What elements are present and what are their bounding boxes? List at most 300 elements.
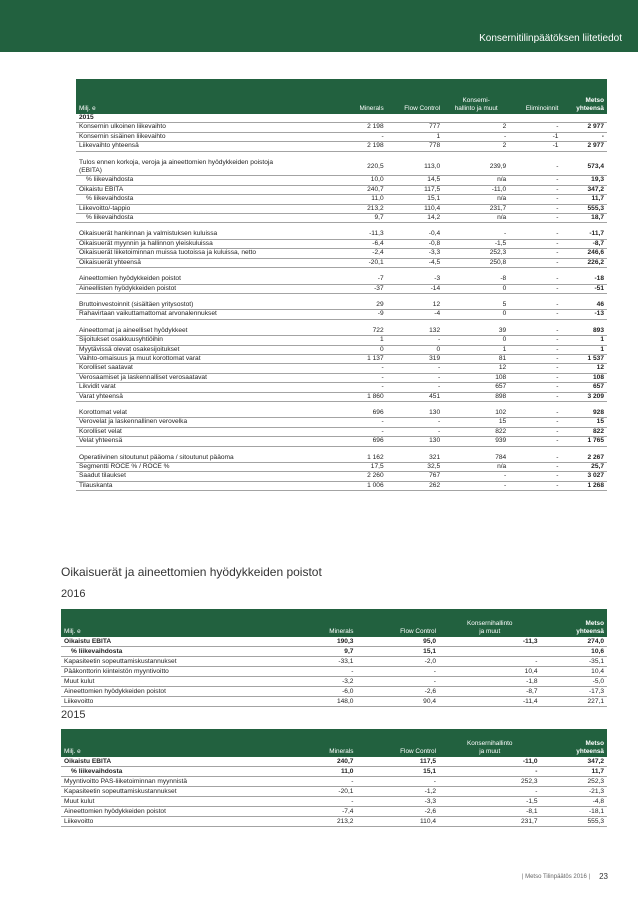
cell-value: 10,4 xyxy=(541,667,608,677)
cell-value: 555,3 xyxy=(561,204,607,213)
cell-value: -4,5 xyxy=(387,258,444,267)
row-label: Muut kulut xyxy=(61,677,297,687)
table-row xyxy=(76,327,607,336)
table-row xyxy=(76,159,607,176)
cell-value: -33,1 xyxy=(297,657,356,667)
row-label: Oikaisuerät yhteensä xyxy=(76,258,346,267)
row-label: % liikevaihdosta xyxy=(76,176,346,185)
cell-value: - xyxy=(509,472,561,481)
table-row xyxy=(76,310,607,319)
cell-value: - xyxy=(509,392,561,401)
col-header-unit: Milj. e xyxy=(64,627,81,635)
cell-value: - xyxy=(509,230,561,239)
cell-value: 0 xyxy=(443,336,509,345)
cell-value: - xyxy=(509,345,561,354)
cell-value: - xyxy=(509,214,561,223)
cell-value: 696 xyxy=(346,437,387,446)
cell-value: 130 xyxy=(387,409,444,418)
adjustments-table-2016 xyxy=(61,609,607,707)
cell-value: - xyxy=(509,364,561,373)
row-label: Oikaisuerät hankinnan ja valmistuksen kuluissa xyxy=(76,230,346,239)
cell-value: 25,7 xyxy=(561,463,607,472)
table-row xyxy=(76,418,607,427)
row-label: Aineettomien hyödykkeiden poistot xyxy=(61,687,297,697)
table-header xyxy=(61,729,607,757)
row-label: Konsernin sisäinen liikevaihto xyxy=(76,132,346,141)
cell-value: -1,8 xyxy=(439,677,541,687)
table-row xyxy=(61,687,607,697)
cell-value: - xyxy=(509,159,561,176)
cell-value: n/a xyxy=(443,214,509,223)
cell-value: 319 xyxy=(387,354,444,363)
cell-value: -2,4 xyxy=(346,249,387,258)
row-label: Verosaamiset ja laskennalliset verosaatavat xyxy=(76,373,346,382)
table-row xyxy=(76,409,607,418)
cell-value: - xyxy=(509,185,561,194)
cell-value: 1 xyxy=(561,345,607,354)
cell-value: 5 xyxy=(443,301,509,310)
row-label: Oikaistu EBITA xyxy=(76,185,346,194)
cell-value: -6,4 xyxy=(346,239,387,248)
cell-value: - xyxy=(509,336,561,345)
row-label: % liikevaihdosta xyxy=(61,647,297,657)
cell-value: 2 198 xyxy=(346,123,387,132)
col-header-minerals: Minerals xyxy=(359,104,384,112)
cell-value: 11,0 xyxy=(297,767,356,777)
spacer-row xyxy=(76,223,607,231)
cell-value: 227,1 xyxy=(541,697,608,707)
cell-value: - xyxy=(509,409,561,418)
table-row xyxy=(61,797,607,807)
cell-value: 928 xyxy=(561,409,607,418)
cell-value: 46 xyxy=(561,301,607,310)
cell-value: 252,3 xyxy=(541,777,608,787)
cell-value: 252,3 xyxy=(439,777,541,787)
row-label: Konsernin ulkoinen liikevaihto xyxy=(76,123,346,132)
cell-value: 451 xyxy=(387,392,444,401)
footer-text: | Metso Tilinpäätös 2016 | xyxy=(521,874,590,880)
cell-value: 1 162 xyxy=(346,454,387,463)
row-label: Oikaisuerät liiketoiminnan muissa tuotoissa ja kuluissa, netto xyxy=(76,249,346,258)
cell-value: 9,7 xyxy=(346,214,387,223)
cell-value: 14,2 xyxy=(387,214,444,223)
spacer-row xyxy=(76,319,607,327)
row-label: Liikevoitto/-tappio xyxy=(76,204,346,213)
cell-value: 1 006 xyxy=(346,481,387,490)
row-label: Aineettomat ja aineelliset hyödykkeet xyxy=(76,327,346,336)
cell-value: - xyxy=(509,454,561,463)
table-row xyxy=(76,354,607,363)
cell-value: 246,6 xyxy=(561,249,607,258)
table-row xyxy=(61,787,607,797)
cell-value: -7 xyxy=(346,275,387,284)
cell-value: 722 xyxy=(346,327,387,336)
spacer-row xyxy=(76,401,607,409)
cell-value: 226,2 xyxy=(561,258,607,267)
cell-value: -37 xyxy=(346,284,387,293)
cell-value: 347,2 xyxy=(541,757,608,767)
table-row xyxy=(76,284,607,293)
table-row xyxy=(76,383,607,392)
row-label: Verovelat ja laskennallinen verovelka xyxy=(76,418,346,427)
col-header-flow-control: Flow Control xyxy=(400,627,436,635)
col-header-total: Metso yhteensä xyxy=(576,97,604,112)
table-row xyxy=(61,697,607,707)
row-label: Bruttoinvestoinnit (sisältäen yritysostot) xyxy=(76,301,346,310)
cell-value: 347,2 xyxy=(561,185,607,194)
cell-value: - xyxy=(509,373,561,382)
cell-value: 2 260 xyxy=(346,472,387,481)
cell-value: - xyxy=(443,472,509,481)
cell-value: 15 xyxy=(561,418,607,427)
cell-value: - xyxy=(356,777,439,787)
cell-value: - xyxy=(509,249,561,258)
cell-value: 11,7 xyxy=(541,767,608,777)
cell-value: -20,1 xyxy=(346,258,387,267)
cell-value: - xyxy=(509,239,561,248)
cell-value: -1,2 xyxy=(356,787,439,797)
cell-value: 822 xyxy=(443,427,509,436)
cell-value: - xyxy=(509,437,561,446)
cell-value: -11,3 xyxy=(439,637,541,647)
cell-value: 1 xyxy=(561,336,607,345)
cell-value: 110,4 xyxy=(387,204,444,213)
cell-value: - xyxy=(509,204,561,213)
cell-value: 10,6 xyxy=(541,647,608,657)
col-header-total: Metso yhteensä xyxy=(576,620,604,635)
row-label: % liikevaihdosta xyxy=(61,767,297,777)
table-row xyxy=(76,345,607,354)
cell-value: - xyxy=(387,336,444,345)
page-title: Konsernitilinpäätöksen liitetiedot xyxy=(479,33,622,44)
table-row xyxy=(61,817,607,827)
cell-value: 11,7 xyxy=(561,195,607,204)
table-row xyxy=(76,301,607,310)
cell-value: -1,5 xyxy=(439,797,541,807)
year-heading-2015: 2015 xyxy=(61,709,86,721)
cell-value: - xyxy=(509,195,561,204)
cell-value: 0 xyxy=(387,345,444,354)
cell-value: 19,3 xyxy=(561,176,607,185)
cell-value: - xyxy=(387,383,444,392)
cell-value: 822 xyxy=(561,427,607,436)
cell-value: -3,3 xyxy=(356,797,439,807)
row-label: Muut kulut xyxy=(61,797,297,807)
cell-value: - xyxy=(509,463,561,472)
cell-value: 117,5 xyxy=(387,185,444,194)
cell-value: 0 xyxy=(443,310,509,319)
col-header-total: Metso yhteensä xyxy=(576,740,604,755)
cell-value: 262 xyxy=(387,481,444,490)
cell-value: 1 xyxy=(346,336,387,345)
row-label: Oikaistu EBITA xyxy=(61,637,297,647)
section-title: Oikaisuerät ja aineettomien hyödykkeiden poistot xyxy=(61,565,322,579)
cell-value: 893 xyxy=(561,327,607,336)
table-row xyxy=(76,195,607,204)
row-label: Vaihto-omaisuus ja muut korottomat varat xyxy=(76,354,346,363)
col-header-flow-control: Flow Control xyxy=(404,104,441,112)
table-row xyxy=(76,249,607,258)
cell-value: -0,4 xyxy=(387,230,444,239)
page-number: 23 xyxy=(599,872,608,881)
row-label: % liikevaihdosta xyxy=(76,214,346,223)
col-header-group: Konsernihallinto ja muut xyxy=(467,620,513,635)
cell-value: - xyxy=(443,481,509,490)
cell-value: - xyxy=(387,418,444,427)
spacer-row xyxy=(76,293,607,301)
cell-value: - xyxy=(346,427,387,436)
row-label: Oikaisuerät myynnin ja hallinnon yleiskuluissa xyxy=(76,239,346,248)
cell-value: -35,1 xyxy=(541,657,608,667)
cell-value: - xyxy=(509,327,561,336)
cell-value: - xyxy=(297,667,356,677)
cell-value: -2,6 xyxy=(356,687,439,697)
table-row xyxy=(76,463,607,472)
cell-value xyxy=(439,647,541,657)
table-row xyxy=(76,454,607,463)
table-row xyxy=(76,258,607,267)
cell-value: 2 198 xyxy=(346,142,387,151)
table-row xyxy=(76,185,607,194)
cell-value: 81 xyxy=(443,354,509,363)
cell-value: 95,0 xyxy=(356,637,439,647)
table-row xyxy=(76,373,607,382)
cell-value: 90,4 xyxy=(356,697,439,707)
row-label: Kapasiteetin sopeuttamiskustannukset xyxy=(61,657,297,667)
cell-value: -4,8 xyxy=(541,797,608,807)
spacer-row xyxy=(76,446,607,454)
cell-value: 1 765 xyxy=(561,437,607,446)
row-label: Saadut tilaukset xyxy=(76,472,346,481)
cell-value: 12 xyxy=(561,364,607,373)
cell-value: -2,0 xyxy=(356,657,439,667)
row-label: Myytävissä olevat osakesijoitukset xyxy=(76,345,346,354)
segment-table-2015 xyxy=(76,79,607,491)
table-row xyxy=(61,757,607,767)
cell-value: 213,2 xyxy=(297,817,356,827)
row-label: Aineettomien hyödykkeiden poistot xyxy=(61,807,297,817)
cell-value: 132 xyxy=(387,327,444,336)
cell-value: -20,1 xyxy=(297,787,356,797)
table-row xyxy=(76,204,607,213)
cell-value: 18,7 xyxy=(561,214,607,223)
table-row xyxy=(61,657,607,667)
cell-value: 15,1 xyxy=(387,195,444,204)
cell-value: 108 xyxy=(561,373,607,382)
cell-value: 555,3 xyxy=(541,817,608,827)
cell-value: - xyxy=(561,132,607,141)
table-row xyxy=(76,214,607,223)
table-header xyxy=(61,609,607,637)
cell-value: 113,0 xyxy=(387,159,444,176)
table-row xyxy=(76,132,607,141)
table-row xyxy=(76,336,607,345)
cell-value: 1 860 xyxy=(346,392,387,401)
cell-value: 1 268 xyxy=(561,481,607,490)
row-label: Velat yhteensä xyxy=(76,437,346,446)
cell-value: 3 209 xyxy=(561,392,607,401)
cell-value: 0 xyxy=(346,345,387,354)
table-row xyxy=(61,667,607,677)
cell-value: 1 537 xyxy=(561,354,607,363)
table-row xyxy=(76,176,607,185)
table-row xyxy=(76,392,607,401)
cell-value: 17,5 xyxy=(346,463,387,472)
cell-value: - xyxy=(387,373,444,382)
table-row xyxy=(76,123,607,132)
cell-value: 274,0 xyxy=(541,637,608,647)
table-row xyxy=(76,437,607,446)
cell-value: 130 xyxy=(387,437,444,446)
row-label: Likvidit varat xyxy=(76,383,346,392)
table-row xyxy=(61,767,607,777)
year-heading-2016: 2016 xyxy=(61,588,86,600)
cell-value: 696 xyxy=(346,409,387,418)
cell-value: 32,5 xyxy=(387,463,444,472)
row-label: Pääkonttorin kiinteistön myyntivoitto xyxy=(61,667,297,677)
table-row xyxy=(61,677,607,687)
header-band xyxy=(0,0,638,52)
col-header-minerals: Minerals xyxy=(329,747,354,755)
cell-value: -3,2 xyxy=(297,677,356,687)
table-row xyxy=(76,364,607,373)
table-row xyxy=(61,777,607,787)
spacer-row xyxy=(76,151,607,159)
cell-value: - xyxy=(509,123,561,132)
cell-value: 2 977 xyxy=(561,123,607,132)
cell-value: 240,7 xyxy=(297,757,356,767)
col-header-minerals: Minerals xyxy=(329,627,354,635)
cell-value: 15 xyxy=(443,418,509,427)
cell-value: -11,3 xyxy=(346,230,387,239)
cell-value: 231,7 xyxy=(439,817,541,827)
cell-value: 10,0 xyxy=(346,176,387,185)
cell-value: 2 xyxy=(443,142,509,151)
cell-value: 657 xyxy=(561,383,607,392)
cell-value: - xyxy=(346,132,387,141)
table-row xyxy=(76,275,607,284)
cell-value: 117,5 xyxy=(356,757,439,767)
cell-value: - xyxy=(346,383,387,392)
cell-value: - xyxy=(509,427,561,436)
cell-value: 939 xyxy=(443,437,509,446)
cell-value: 657 xyxy=(443,383,509,392)
spacer-row xyxy=(76,268,607,276)
cell-value: 240,7 xyxy=(346,185,387,194)
cell-value: 12 xyxy=(443,364,509,373)
cell-value: -8,7 xyxy=(561,239,607,248)
cell-value: 239,9 xyxy=(443,159,509,176)
row-label: % liikevaihdosta xyxy=(76,195,346,204)
cell-value: 102 xyxy=(443,409,509,418)
table-row xyxy=(61,647,607,657)
row-label: Sijoitukset osakkuusyhtiöihin xyxy=(76,336,346,345)
col-header-flow-control: Flow Control xyxy=(400,747,436,755)
cell-value: -17,3 xyxy=(541,687,608,697)
cell-value: -8 xyxy=(443,275,509,284)
cell-value: -8,1 xyxy=(439,807,541,817)
cell-value: 15,1 xyxy=(356,647,439,657)
cell-value: 220,5 xyxy=(346,159,387,176)
cell-value: n/a xyxy=(443,463,509,472)
table-row xyxy=(76,427,607,436)
cell-value: - xyxy=(346,373,387,382)
table-row xyxy=(76,481,607,490)
cell-value: -3,3 xyxy=(387,249,444,258)
cell-value: 39 xyxy=(443,327,509,336)
cell-value: -11,0 xyxy=(443,185,509,194)
cell-value: -3 xyxy=(387,275,444,284)
cell-value: - xyxy=(509,354,561,363)
col-header-group: Konsernihallinto ja muut xyxy=(467,740,513,755)
cell-value: -11,4 xyxy=(439,697,541,707)
cell-value: 2 xyxy=(443,123,509,132)
row-label: Korottomat velat xyxy=(76,409,346,418)
row-label: Aineettomien hyödykkeiden poistot xyxy=(76,275,346,284)
year-label: 2015 xyxy=(76,114,607,123)
cell-value: 573,4 xyxy=(561,159,607,176)
cell-value: 14,5 xyxy=(387,176,444,185)
cell-value: - xyxy=(509,481,561,490)
cell-value: 1 xyxy=(443,345,509,354)
cell-value: -13 xyxy=(561,310,607,319)
cell-value: -8,7 xyxy=(439,687,541,697)
cell-value: -14 xyxy=(387,284,444,293)
cell-value: 12 xyxy=(387,301,444,310)
cell-value: 898 xyxy=(443,392,509,401)
cell-value: - xyxy=(509,301,561,310)
row-label: Tulos ennen korkoja, veroja ja aineettomien hyödykkeiden poistoja (EBITA) xyxy=(76,159,346,176)
cell-value: 1 137 xyxy=(346,354,387,363)
row-label: Liikevoitto xyxy=(61,697,297,707)
cell-value: -0,8 xyxy=(387,239,444,248)
cell-value: 110,4 xyxy=(356,817,439,827)
cell-value: -1,5 xyxy=(443,239,509,248)
table-row xyxy=(76,230,607,239)
cell-value: -1 xyxy=(509,142,561,151)
cell-value: 1 xyxy=(387,132,444,141)
cell-value: -9 xyxy=(346,310,387,319)
cell-value: 778 xyxy=(387,142,444,151)
cell-value: -6,0 xyxy=(297,687,356,697)
cell-value: - xyxy=(509,275,561,284)
year-row xyxy=(76,114,607,123)
table-row xyxy=(76,239,607,248)
cell-value: -18 xyxy=(561,275,607,284)
col-header-eliminations: Eliminoinnit xyxy=(525,104,559,112)
cell-value: -7,4 xyxy=(297,807,356,817)
cell-value: 0 xyxy=(443,284,509,293)
row-label: Kapasiteetin sopeuttamiskustannukset xyxy=(61,787,297,797)
cell-value: -1 xyxy=(509,132,561,141)
cell-value: 10,4 xyxy=(439,667,541,677)
cell-value: - xyxy=(387,427,444,436)
cell-value: - xyxy=(387,364,444,373)
cell-value: n/a xyxy=(443,195,509,204)
cell-value: - xyxy=(443,230,509,239)
cell-value: 148,0 xyxy=(297,697,356,707)
cell-value: - xyxy=(297,797,356,807)
cell-value: - xyxy=(509,383,561,392)
cell-value: 190,3 xyxy=(297,637,356,647)
cell-value: - xyxy=(297,777,356,787)
table-row xyxy=(61,637,607,647)
cell-value: -4 xyxy=(387,310,444,319)
cell-value: -5,0 xyxy=(541,677,608,687)
table-row xyxy=(61,807,607,817)
adjustments-table-2015 xyxy=(61,729,607,827)
cell-value: 11,0 xyxy=(346,195,387,204)
